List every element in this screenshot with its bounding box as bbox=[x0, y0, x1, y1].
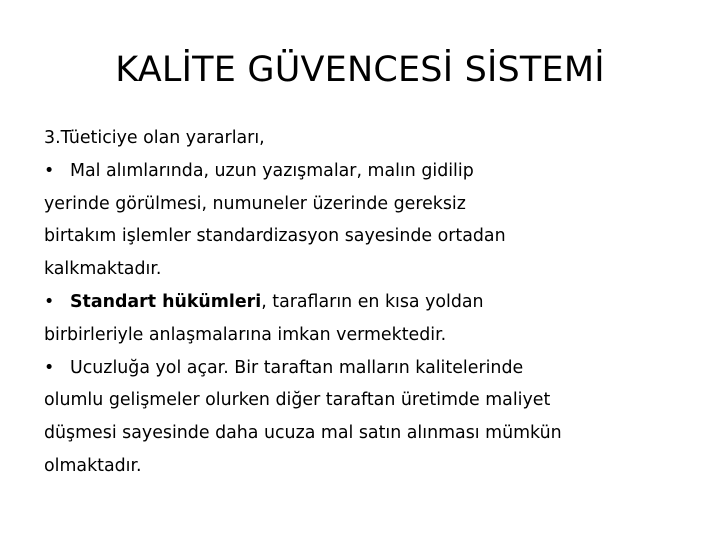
bullet-icon: • bbox=[44, 291, 55, 312]
slide-title: KALİTE GÜVENCESİ SİSTEMİ bbox=[115, 50, 605, 90]
bullet-3-line-3: düşmesi sayesinde daha ucuza mal satın alınması mümkün bbox=[44, 423, 562, 444]
intro-line bbox=[44, 122, 704, 155]
intro-number: 3. bbox=[44, 128, 61, 148]
bullet-1-text-1: Mal alımlarında, uzun yazışmalar, malın gidilip bbox=[70, 160, 474, 181]
bullet-3-text-1: Ucuzluğa yol açar. Bir taraftan malların kalitelerinde bbox=[70, 357, 524, 378]
bullet-1-line-4: kalkmaktadır. bbox=[44, 259, 162, 280]
bullet-icon: • bbox=[44, 357, 55, 378]
bullet-2-bold-term: Standart hükümleri bbox=[70, 291, 262, 312]
bullet-3-line-1 bbox=[44, 352, 704, 385]
intro-text: Tüeticiye olan yararları, bbox=[60, 128, 265, 148]
slide-body bbox=[44, 122, 704, 483]
bullet-1-line-3: birtakım işlemler standardizasyon sayesinde ortadan bbox=[44, 226, 506, 247]
bullet-2-line-2: birbirleriyle anlaşmalarına imkan vermektedir. bbox=[44, 324, 447, 345]
bullet-2-line-1 bbox=[44, 286, 704, 319]
bullet-1-line-1 bbox=[44, 155, 704, 188]
bullet-2-text-1: , tarafların en kısa yoldan bbox=[261, 291, 484, 312]
bullet-icon: • bbox=[44, 160, 55, 181]
bullet-3-line-4: olmaktadır. bbox=[44, 455, 142, 476]
bullet-1-line-2: yerinde görülmesi, numuneler üzerinde gereksiz bbox=[44, 193, 466, 214]
bullet-3-line-2: olumlu gelişmeler olurken diğer taraftan üretimde maliyet bbox=[44, 390, 551, 411]
